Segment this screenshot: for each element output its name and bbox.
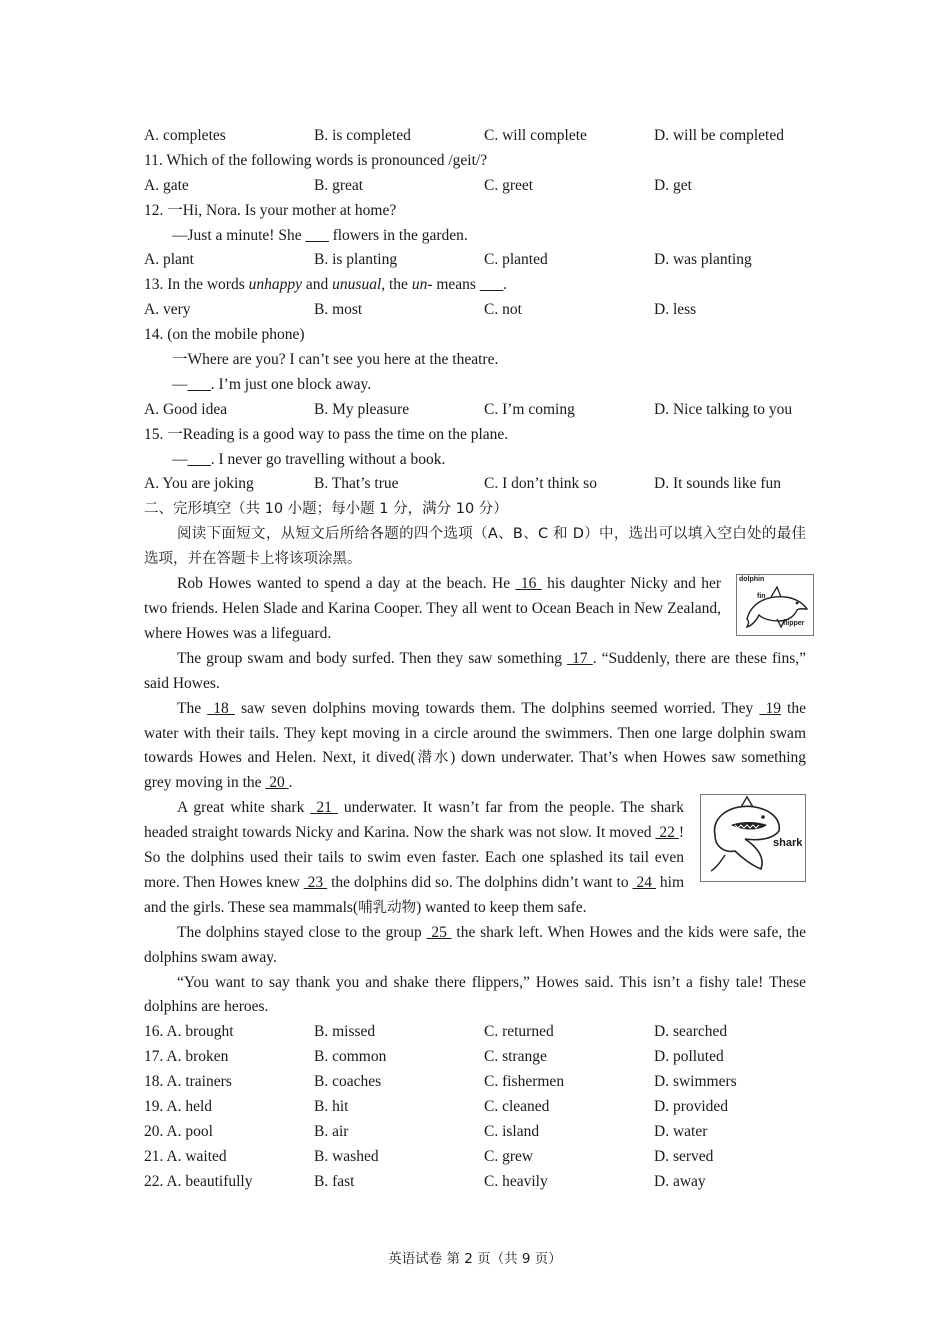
p1-text-a: Rob Howes wanted to spend a day at the beach. He [177,575,516,593]
answer-option-a: 17. A. broken [144,1048,229,1066]
shark-label: shark [773,837,803,850]
p1-text-b: his daughter Nicky and her two friends. Helen Slade and Karina Cooper. They all went to Ocean Beach in New Zealand, where Howes was a lifeguard. [144,575,722,642]
q13-mid1: and [302,276,333,294]
p3-text-d: ) down underwater. That’s when Howes saw something grey moving in the [144,749,807,792]
q10-option-a: A. completes [144,127,226,144]
q15-line2-post: . I never go travelling without a book. [210,450,446,468]
q12-blank: ___ [305,226,329,244]
answer-option-b: B. missed [314,1023,376,1041]
answer-option-c: C. heavily [484,1172,548,1190]
blank-24: 24 [632,873,656,891]
section-heading: 二、完形填空（共 10 小题；每小题 1 分，满分 10 分） [144,501,508,518]
q15-option-c: C. I don’t think so [484,475,597,493]
q13-pre: 13. In the words [144,276,249,294]
answer-option-d: D. swimmers [654,1073,737,1091]
blank-21: 21 [310,799,338,817]
q10-options [144,124,806,149]
q13-blank: ___ [479,276,504,294]
answer-option-a: 19. A. held [144,1098,213,1116]
blank-19: 19 [759,699,781,717]
q11-option-c: C. greet [484,176,534,194]
answer-option-c: C. island [484,1122,540,1140]
q13-options [144,298,806,323]
passage-paragraph-3 [144,697,806,797]
footer-text: 英语试卷 第 2 页（共 9 页） [388,1251,562,1267]
p4-text-b: underwater. It wasn’t far from the people. The shark headed straight towards Nicky and Karina. Now the shark was not slow. It moved [144,799,685,842]
q12-reply-pre: —Just a minute! She [172,226,306,244]
q15-option-b: B. That’s true [314,475,399,493]
page-footer [0,1247,950,1267]
answer-option-a: 20. A. pool [144,1122,213,1140]
passage-paragraph-5 [144,921,806,971]
q15-dash: — [172,450,188,468]
answer-option-c: C. returned [484,1023,554,1041]
answer-option-d: D. water [654,1122,708,1140]
q12-options [144,248,806,273]
p3-text-b: saw seven dolphins moving towards them. The dolphins seemed worried. They [234,699,760,717]
q14-option-d: D. Nice talking to you [654,400,793,418]
blank-16: 16 [515,575,542,593]
q14-blank: ___ [187,375,211,393]
p4-text-d: the dolphins did so. The dolphins didn’t want to [327,873,633,891]
shark-image-frame [700,794,806,882]
p3-chinese-gloss: 潜水 [415,750,451,767]
answer-option-c: C. strange [484,1048,547,1066]
q10-option-b: B. is completed [314,127,411,144]
q11-option-b: B. great [314,176,364,194]
q12-option-d: D. was planting [654,251,752,269]
q12-option-a: A. plant [144,251,194,269]
section-instructions: 阅读下面短文，从短文后所给各题的四个选项（A、B、C 和 D）中，选出可以填入空白处的最佳选项，并在答题卡上将该项涂黑。 [144,526,806,568]
q13-mid2: , the [381,276,412,294]
shark-image [700,794,806,882]
exam-page [144,124,806,1195]
p5-text-b: the shark left. When Howes and the kids were safe, the dolphins swam away. [144,923,807,966]
answer-option-d: D. served [654,1147,714,1165]
answer-option-b: B. coaches [314,1073,382,1091]
p4-chinese-gloss: 哺乳动物 [358,899,417,916]
q13-option-a: A. very [144,301,191,319]
q14-option-a: A. Good idea [144,400,228,418]
q12-option-b: B. is planting [314,251,398,269]
q15-line2 [144,448,806,473]
answer-option-c: C. grew [484,1147,534,1165]
answer-option-a: 21. A. waited [144,1147,227,1165]
q12-reply [144,224,806,249]
answer-row [144,1145,806,1170]
fin-label: fin [757,593,766,601]
q15-blank: ___ [187,450,211,468]
q13-stem [144,273,806,298]
passage-paragraph-6: “You want to say thank you and shake there flippers,” Howes said. This isn’t a fishy tale! These dolphins are heroes. [144,973,806,1016]
p2-text-b: . “Suddenly, there are these fins,” said Howes. [144,649,807,692]
answer-row [144,1120,806,1145]
answer-option-c: C. fishermen [484,1073,565,1091]
q14-option-b: B. My pleasure [314,400,410,418]
answer-option-d: D. away [654,1172,706,1190]
q10-option-d: D. will be completed [654,127,784,144]
answer-row [144,1070,806,1095]
q14-options [144,398,806,423]
q13-option-c: C. not [484,301,522,319]
q14-line3-post: . I’m just one block away. [210,375,372,393]
q13-option-d: D. less [654,301,697,319]
answer-option-b: B. common [314,1048,387,1066]
p3-text-c: the water with their tails. They kept moving in a circle around the swimmers. Then one large dolphin swam towards Howes and Helen. Next, it dived( [144,699,806,767]
dolphin-image-frame [736,574,814,636]
dolphin-label: dolphin [739,576,765,584]
p3-text-e: . [288,774,293,792]
q14-option-c: C. I’m coming [484,400,575,418]
p4-text-a: A great white shark [177,799,311,817]
answer-row [144,1020,806,1045]
dolphin-image [736,574,814,636]
p4-text-f: ) wanted to keep them safe. [416,898,587,916]
answer-option-d: D. polluted [654,1048,724,1066]
blank-25: 25 [426,923,452,941]
q10-option-c: C. will complete [484,127,587,144]
answer-option-c: C. cleaned [484,1098,550,1116]
answer-option-b: B. washed [314,1147,379,1165]
q15-options [144,472,806,497]
p3-text-a: The [177,699,208,717]
answer-row [144,1170,806,1195]
passage-paragraph-2 [144,647,806,697]
q14-line2: 一Where are you? I can’t see you here at the theatre. [172,351,499,369]
passage-paragraph-1 [144,572,721,647]
q15-stem: 15. 一Reading is a good way to pass the time on the plane. [144,425,509,443]
q13-word-unhappy: unhappy [248,276,303,294]
answer-option-a: 22. A. beautifully [144,1172,253,1190]
answer-row [144,1095,806,1120]
q12-stem: 12. 一Hi, Nora. Is your mother at home? [144,201,397,219]
q15-option-a: A. You are joking [144,475,254,493]
q12-reply-post: flowers in the garden. [328,226,468,244]
q14-line3 [144,373,806,398]
q11-stem: 11. Which of the following words is pronounced /geit/? [144,151,488,169]
q13-post: means [432,276,480,294]
blank-18: 18 [207,699,235,717]
answer-option-a: 16. A. brought [144,1023,234,1041]
p2-text-a: The group swam and body surfed. Then they saw something [177,649,568,667]
q13-option-b: B. most [314,301,363,319]
q13-end: . [503,276,507,294]
answer-options-list [144,1020,806,1194]
q13-word-unusual: unusual [332,276,382,294]
answer-option-a: 18. A. trainers [144,1073,232,1091]
q15-option-d: D. It sounds like fun [654,475,782,493]
blank-20: 20 [265,774,289,792]
answer-option-b: B. air [314,1122,349,1140]
q11-option-d: D. get [654,176,692,194]
answer-option-b: B. hit [314,1098,349,1116]
q13-prefix-un: un- [411,276,433,294]
q14-dash: — [172,375,188,393]
answer-option-d: D. searched [654,1023,728,1041]
p5-text-a: The dolphins stayed close to the group [177,923,427,941]
q12-option-c: C. planted [484,251,548,269]
flipper-label: flipper [783,620,805,628]
answer-row [144,1045,806,1070]
answer-option-d: D. provided [654,1098,729,1116]
blank-17: 17 [567,649,593,667]
q11-options [144,174,806,199]
q14-stem: 14. (on the mobile phone) [144,326,305,344]
blank-22: 22 [655,824,679,842]
q11-option-a: A. gate [144,176,189,194]
answer-option-b: B. fast [314,1172,355,1190]
blank-23: 23 [303,873,328,891]
p4-text-c: ! So the dolphins used their tails to swim even faster. Each one splashed its tail even more. Then Howes knew [144,824,685,891]
p4-text-e: him and the girls. These sea mammals( [144,873,685,916]
